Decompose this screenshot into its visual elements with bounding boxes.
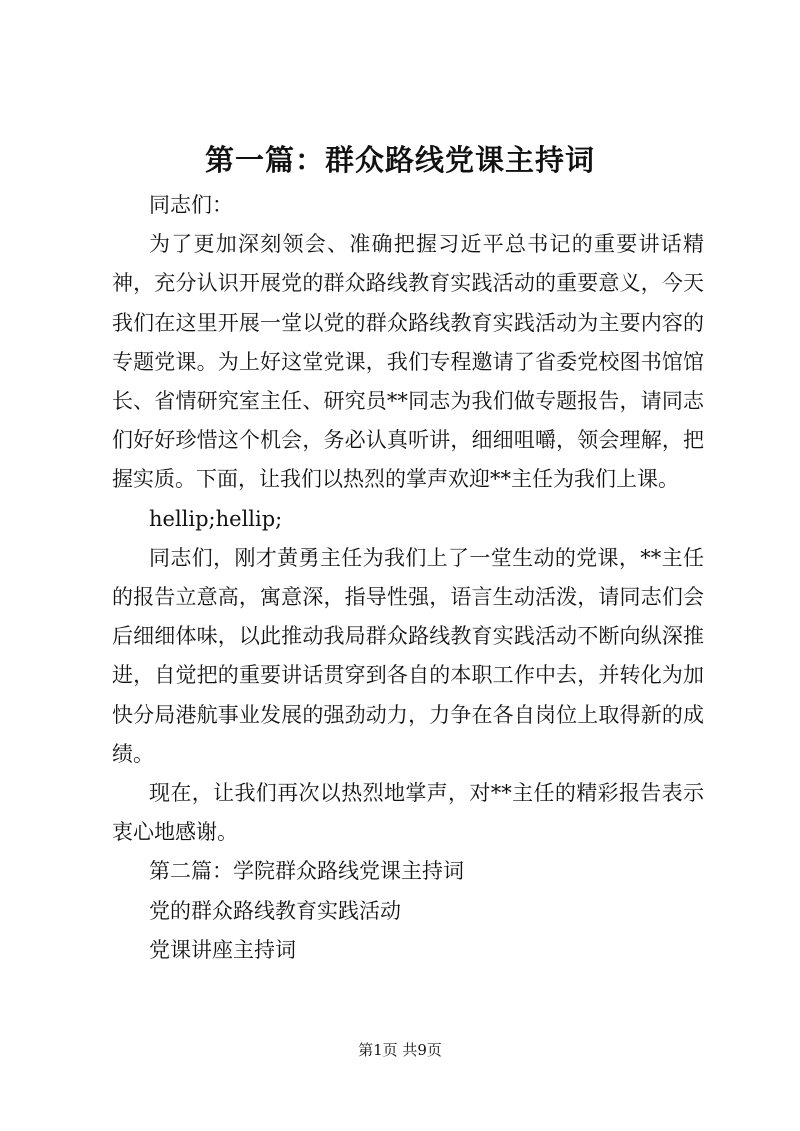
subheading-lecture: 党课讲座主持词	[149, 937, 296, 962]
paragraph-thanks: 现在，让我们再次以热烈地掌声，对**主任的精彩报告表示衷心地感谢。	[112, 781, 704, 845]
subheading-activity: 党的群众路线教育实践活动	[149, 898, 401, 923]
document-title: 第一篇：群众路线党课主持词	[204, 143, 595, 177]
document-body	[112, 186, 704, 970]
paragraph-closing: 同志们，刚才黄勇主任为我们上了一堂生动的党课，**主任的报告立意高，寓意深，指导性强，语言生动活泼，请同志们会后细细体味，以此推动我局群众路线教育实践活动不断向纵深推进，自觉把的重要讲话贯穿到各自的本职工作中去，并转化为加快分局港航事业发展的强劲动力，力争在各自岗位上取得新的成绩。	[112, 545, 704, 766]
paragraph-ellipsis: hellip;hellip;	[149, 506, 283, 531]
page-number-footer: 第1页 共9页	[358, 1041, 442, 1059]
section-heading-second: 第二篇：学院群众路线党课主持词	[149, 859, 464, 884]
salutation: 同志们：	[149, 193, 233, 217]
paragraph-opening: 为了更加深刻领会、准确把握习近平总书记的重要讲话精神，充分认识开展党的群众路线教育实践活动的重要意义，今天我们在这里开展一堂以党的群众路线教育实践活动为主要内容的专题党课。为上好这堂党课，我们专程邀请了省委党校图书馆馆长、省情研究室主任、研究员**同志为我们做专题报告，请同志们好好珍惜这个机会，务必认真听讲，细细咀嚼，领会理解，把握实质。下面，让我们以热烈的掌声欢迎**主任为我们上课。	[112, 232, 704, 492]
